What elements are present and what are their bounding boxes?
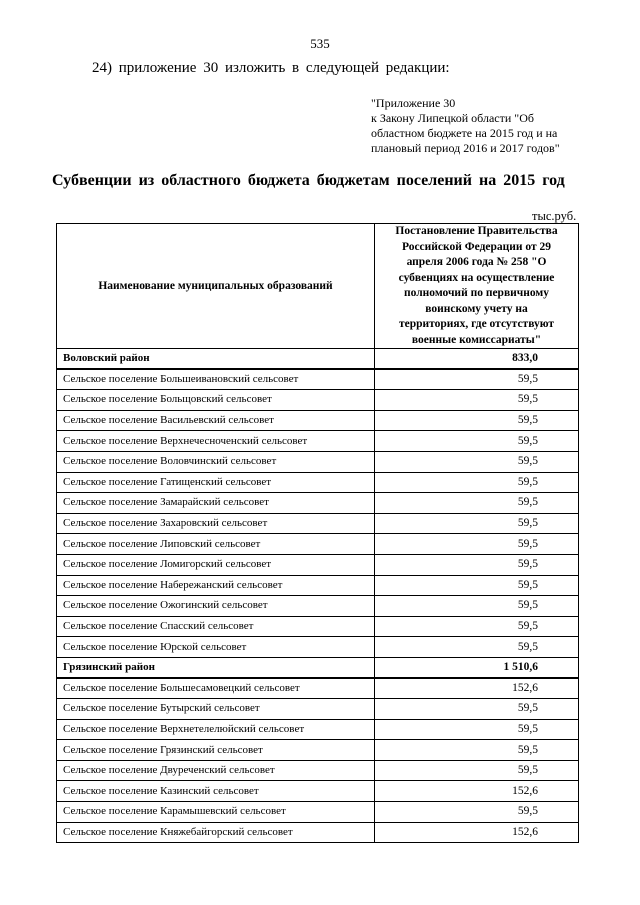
document-title: Субвенции из областного бюджета бюджетам поселений на 2015 год	[52, 172, 565, 189]
appendix-note-line: плановый период 2016 и 2017 годов"	[371, 141, 560, 155]
appendix-note-line: к Закону Липецкой области "Об	[371, 111, 534, 125]
header-resolution-line: апреля 2006 года № 258 "О	[406, 256, 547, 268]
table-body	[57, 349, 579, 843]
settlement-name: Сельское поселение Грязинский сельсовет	[57, 740, 375, 761]
settlement-name: Сельское поселение Ожогинский сельсовет	[57, 596, 375, 617]
table-row	[57, 637, 579, 658]
subvention-amount: 59,5	[375, 740, 579, 761]
subvention-amount: 59,5	[375, 369, 579, 390]
table-row	[57, 390, 579, 411]
subvention-amount: 152,6	[375, 822, 579, 843]
subventions-table	[56, 223, 579, 843]
subvention-amount: 59,5	[375, 534, 579, 555]
subvention-amount: 59,5	[375, 719, 579, 740]
table-row	[57, 678, 579, 699]
settlement-name: Сельское поселение Васильевский сельсовет	[57, 410, 375, 431]
table-row	[57, 554, 579, 575]
table-row	[57, 781, 579, 802]
header-resolution	[375, 224, 579, 349]
settlement-name: Сельское поселение Юрской сельсовет	[57, 637, 375, 658]
table-row	[57, 410, 579, 431]
table-row	[57, 493, 579, 514]
subvention-amount: 59,5	[375, 451, 579, 472]
page-number: 535	[310, 36, 330, 51]
subvention-amount: 59,5	[375, 390, 579, 411]
settlement-name: Сельское поселение Карамышевский сельсовет	[57, 802, 375, 823]
appendix-note-line: областном бюджете на 2015 год и на	[371, 126, 558, 140]
settlement-name: Сельское поселение Больщовский сельсовет	[57, 390, 375, 411]
subvention-amount: 152,6	[375, 781, 579, 802]
settlement-name: Сельское поселение Двуреченский сельсовет	[57, 760, 375, 781]
table-row	[57, 472, 579, 493]
table-row	[57, 431, 579, 452]
settlement-name: Сельское поселение Верхнетелелюйский сельсовет	[57, 719, 375, 740]
table-row	[57, 719, 579, 740]
header-resolution-line: полномочий по первичному	[403, 287, 550, 299]
settlement-name: Сельское поселение Бутырский сельсовет	[57, 699, 375, 720]
settlement-name: Сельское поселение Казинский сельсовет	[57, 781, 375, 802]
settlement-name: Сельское поселение Большесамовецкий сельсовет	[57, 678, 375, 699]
header-resolution-line: территориях, где отсутствуют	[398, 318, 555, 330]
settlement-name: Сельское поселение Набережанский сельсовет	[57, 575, 375, 596]
subvention-amount: 59,5	[375, 410, 579, 431]
table-row	[57, 534, 579, 555]
amendment-instruction: 24) приложение 30 изложить в следующей редакции:	[92, 60, 450, 76]
table-row	[57, 802, 579, 823]
subvention-amount: 59,5	[375, 637, 579, 658]
settlement-name: Сельское поселение Замарайский сельсовет	[57, 493, 375, 514]
settlement-name: Сельское поселение Большеивановский сельсовет	[57, 369, 375, 390]
district-total: 833,0	[375, 349, 579, 370]
subvention-amount: 59,5	[375, 472, 579, 493]
header-resolution-line: Российской Федерации от 29	[401, 240, 552, 253]
district-row	[57, 657, 579, 678]
header-municipality-name: Наименование муниципальных образований	[57, 224, 375, 349]
table-row	[57, 616, 579, 637]
settlement-name: Сельское поселение Спасский сельсовет	[57, 616, 375, 637]
table-row	[57, 451, 579, 472]
header-resolution-line: субвенциях на осуществление	[398, 271, 555, 284]
table-row	[57, 822, 579, 843]
appendix-note	[371, 96, 611, 156]
settlement-name: Сельское поселение Липовский сельсовет	[57, 534, 375, 555]
subvention-amount: 59,5	[375, 554, 579, 575]
subvention-amount: 59,5	[375, 493, 579, 514]
subvention-amount: 59,5	[375, 596, 579, 617]
subvention-amount: 59,5	[375, 575, 579, 596]
table-row	[57, 575, 579, 596]
table-row	[57, 369, 579, 390]
units-label: тыс.руб.	[532, 209, 577, 223]
district-name: Воловский район	[57, 349, 375, 370]
appendix-note-line: "Приложение 30	[371, 96, 456, 110]
header-resolution-line: Постановление Правительства	[395, 225, 558, 237]
subvention-amount: 59,5	[375, 760, 579, 781]
subvention-amount: 59,5	[375, 431, 579, 452]
subvention-amount: 59,5	[375, 616, 579, 637]
settlement-name: Сельское поселение Княжебайгорский сельсовет	[57, 822, 375, 843]
subvention-amount: 59,5	[375, 802, 579, 823]
settlement-name: Сельское поселение Захаровский сельсовет	[57, 513, 375, 534]
table-row	[57, 513, 579, 534]
table-header-row	[57, 224, 579, 349]
table-row	[57, 740, 579, 761]
settlement-name: Сельское поселение Воловчинский сельсовет	[57, 451, 375, 472]
settlement-name: Сельское поселение Верхнечесноченский сельсовет	[57, 431, 375, 452]
table-row	[57, 699, 579, 720]
header-resolution-line: воинскому учету на	[425, 302, 528, 315]
table-row	[57, 760, 579, 781]
subvention-amount: 59,5	[375, 699, 579, 720]
settlement-name: Сельское поселение Ломигорский сельсовет	[57, 554, 375, 575]
settlement-name: Сельское поселение Гатищенский сельсовет	[57, 472, 375, 493]
subvention-amount: 59,5	[375, 513, 579, 534]
district-row	[57, 349, 579, 370]
table-row	[57, 596, 579, 617]
header-resolution-line: военные комиссариаты"	[411, 333, 542, 346]
district-name: Грязинский район	[57, 657, 375, 678]
district-total: 1 510,6	[375, 657, 579, 678]
subvention-amount: 152,6	[375, 678, 579, 699]
